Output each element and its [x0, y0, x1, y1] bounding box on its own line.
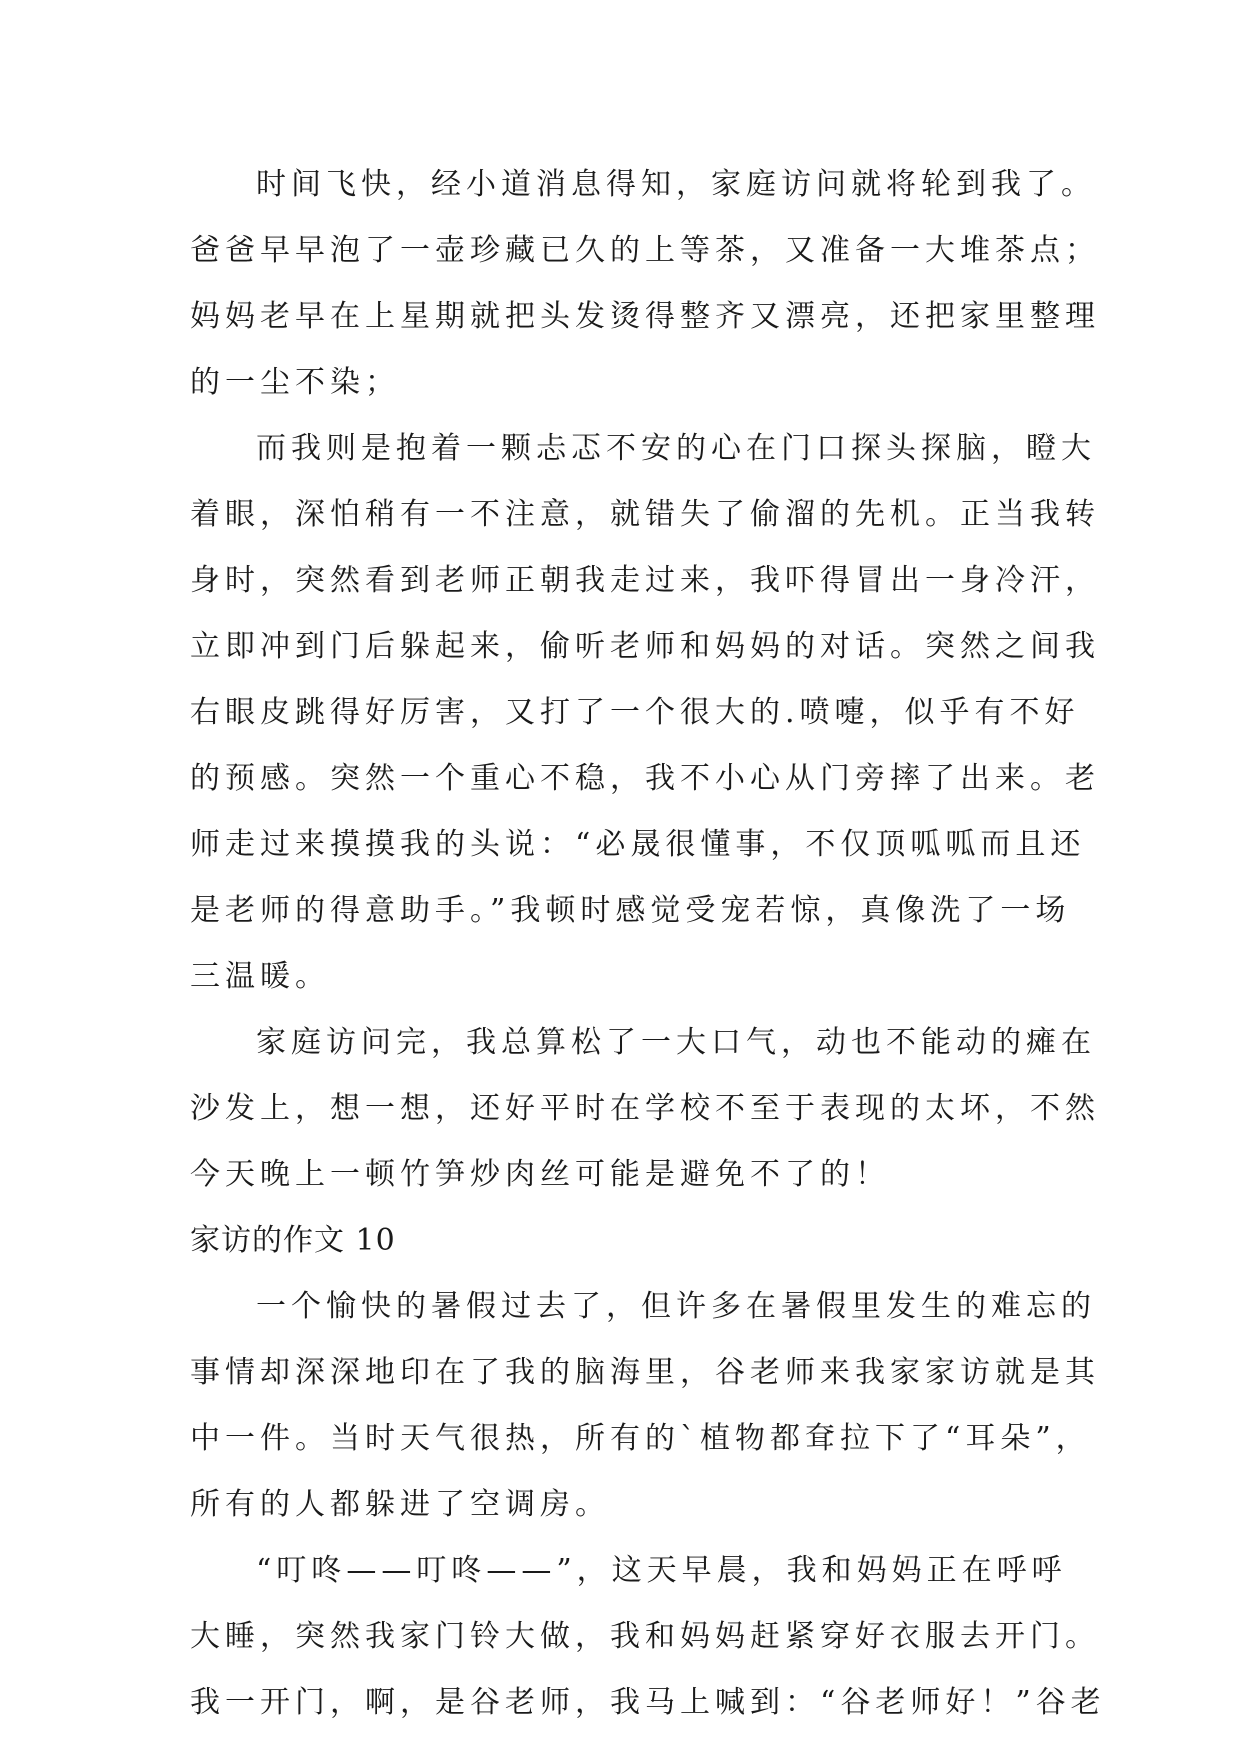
- paragraph-line: 妈妈老早在上星期就把头发烫得整齐又漂亮，还把家里整理: [190, 299, 1100, 334]
- paragraph-line: 而我则是抱着一颗忐忑不安的心在门口探头探脑，瞪大: [256, 431, 1096, 466]
- paragraph-line: 今天晚上一顿竹笋炒肉丝可能是避免不了的！: [190, 1157, 890, 1192]
- paragraph-line: 着眼，深怕稍有一不注意，就错失了偷溜的先机。正当我转: [190, 497, 1100, 532]
- paragraph-line: 沙发上，想一想，还好平时在学校不至于表现的太坏，不然: [190, 1091, 1100, 1126]
- paragraph-line: 家庭访问完，我总算松了一大口气，动也不能动的瘫在: [256, 1025, 1096, 1060]
- paragraph-line: 师走过来摸摸我的头说：“必晟很懂事，不仅顶呱呱而且还: [190, 827, 1086, 862]
- paragraph-line: 三温暖。: [190, 959, 330, 994]
- paragraph-line: 所有的人都躲进了空调房。: [190, 1487, 610, 1522]
- paragraph-line: 是老师的得意助手。”我顿时感觉受宠若惊，真像洗了一场: [190, 893, 1071, 928]
- paragraph-line: 中一件。当时天气很热，所有的`植物都耷拉下了“耳朵”，: [190, 1421, 1091, 1456]
- paragraph-line: “叮咚——叮咚——”，这天早晨，我和妈妈正在呼呼: [256, 1553, 1067, 1588]
- paragraph-line: 爸爸早早泡了一壶珍藏已久的上等茶，又准备一大堆茶点；: [190, 233, 1100, 268]
- paragraph-line: 我一开门，啊，是谷老师，我马上喊到：“谷老师好！”谷老: [190, 1685, 1106, 1720]
- paragraph-line: 身时，突然看到老师正朝我走过来，我吓得冒出一身冷汗，: [190, 563, 1100, 598]
- document-body: [190, 152, 1106, 1736]
- paragraph-line: 时间飞快，经小道消息得知，家庭访问就将轮到我了。: [256, 167, 1096, 202]
- paragraph-line: 的一尘不染；: [190, 365, 400, 400]
- paragraph-line: 的预感。突然一个重心不稳，我不小心从门旁摔了出来。老: [190, 761, 1100, 796]
- section-heading: 家访的作文 10: [190, 1223, 396, 1258]
- paragraph-line: 事情却深深地印在了我的脑海里，谷老师来我家家访就是其: [190, 1355, 1100, 1390]
- paragraph-line: 立即冲到门后躲起来，偷听老师和妈妈的对话。突然之间我: [190, 629, 1100, 664]
- paragraph-line: 一个愉快的暑假过去了，但许多在暑假里发生的难忘的: [256, 1289, 1096, 1324]
- paragraph-line: 大睡，突然我家门铃大做，我和妈妈赶紧穿好衣服去开门。: [190, 1619, 1100, 1654]
- paragraph-line: 右眼皮跳得好厉害，又打了一个很大的.喷嚏，似乎有不好: [190, 695, 1080, 730]
